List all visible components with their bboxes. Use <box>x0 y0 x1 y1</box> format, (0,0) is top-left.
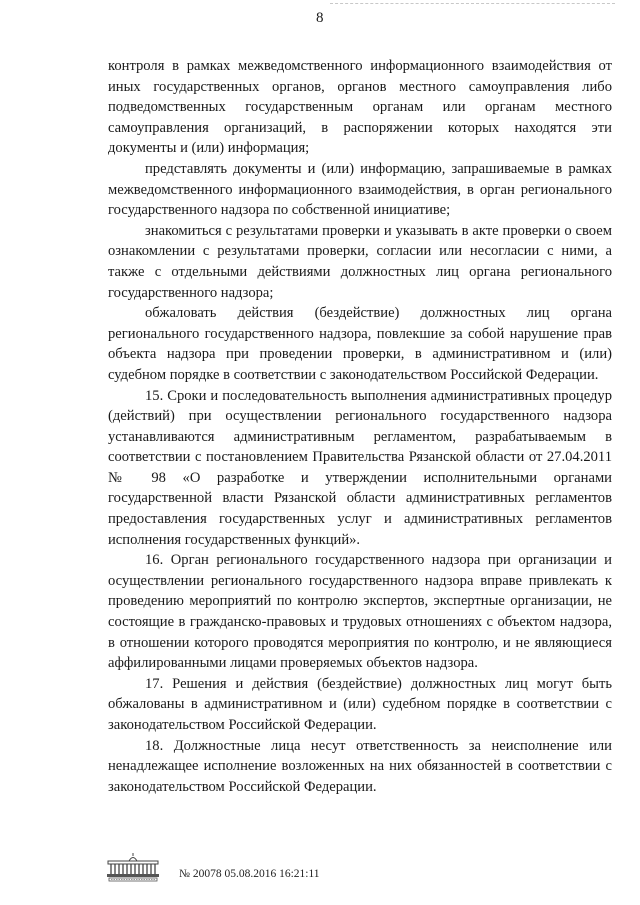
registration-number: № 20078 05.08.2016 16:21:11 <box>179 868 320 880</box>
paragraph-continuation: контроля в рамках межведомственного информационного взаимодействия от иных государственных органов, органов местного самоуправления либо подведомственных государственным органам или органам местного самоуправления организаций, в распоряжении которых находятся эти документы и (или) информация; <box>108 58 612 157</box>
registration-footer <box>105 852 405 886</box>
paragraph-item-16: 16. Орган регионального государственного надзора при организации и осуществлении регионального государственного надзора вправе привлекать к проведению мероприятий по контролю экспертов, экспертные организации, не состоящие в гражданско-правовых и трудовых отношениях с объектом надзора, в отношении которого проводятся мероприятия по контролю, и не являющиеся аффилированными лицами проверяемых объектов надзора. <box>108 552 612 672</box>
scan-edge-line <box>330 3 615 4</box>
paragraph-item-15: 15. Сроки и последовательность выполнения административных процедур (действий) при осуществлении регионального государственного надзора устанавливаются административным регламентом, разрабатываемым в соответствии с постановлением Правительства Рязанской области от 27.04.2011 № 98 «О разработке и утверждении исполнительными органами государственной власти Рязанской области административных регламентов предоставления государственных услуг и административных регламентов исполнения государственных функций». <box>108 387 612 548</box>
paragraph-item-17: 17. Решения и действия (бездействие) должностных лиц могут быть обжалованы в административном и (или) судебном порядке в соответствии с законодательством Российской Федерации. <box>108 675 612 733</box>
document-body <box>108 56 612 797</box>
paragraph-right-appeal: обжаловать действия (бездействие) должностных лиц органа регионального государственного надзора, повлекшие за собой нарушение прав объекта надзора при проведении проверки, в административном и (или) судебном порядке в соответствии с законодательством Российской Федерации. <box>108 305 612 383</box>
page-number: 8 <box>316 10 324 26</box>
paragraph-right-submit-documents: представлять документы и (или) информацию, запрашиваемые в рамках межведомственного информационного взаимодействия, в орган регионального государственного надзора по собственной инициативе; <box>108 160 612 219</box>
government-building-stamp-icon <box>105 852 161 884</box>
paragraph-right-review-results: знакомиться с результатами проверки и указывать в акте проверки о своем ознакомлении с результатами проверки, согласии или несогласии с ними, а также с отдельными действиями должностных лиц органа регионального государственного надзора; <box>108 222 612 301</box>
paragraph-item-18: 18. Должностные лица несут ответственность за неисполнение или ненадлежащее исполнение возложенных на них обязанностей в соответствии с законодательством Российской Федерации. <box>108 737 612 795</box>
